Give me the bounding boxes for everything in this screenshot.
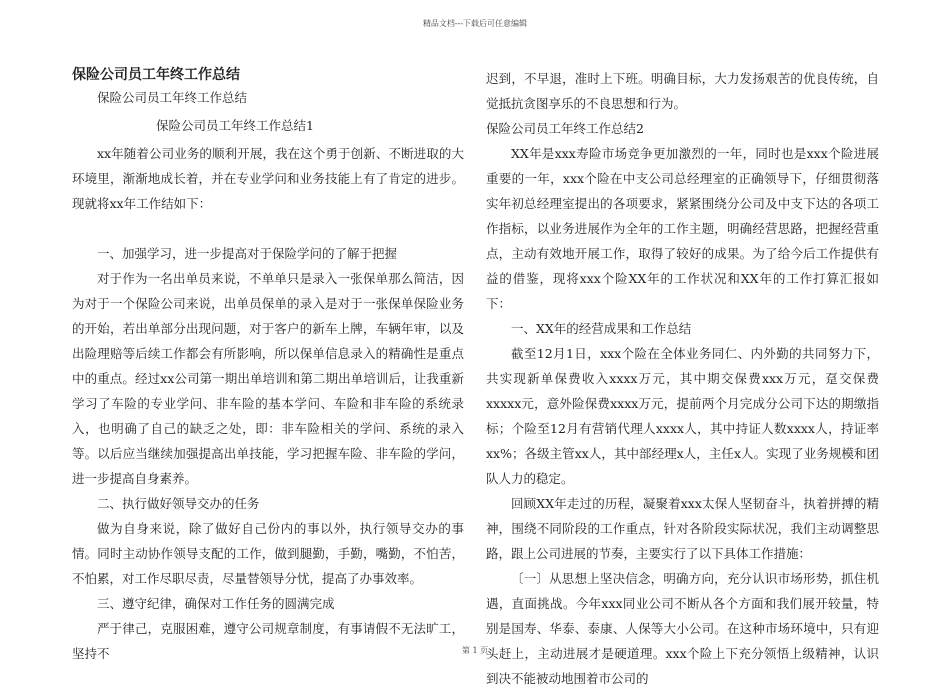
paragraph-results: 截至12月1日，xxx个险在全体业务同仁、内外勤的共同努力下，共实现新单保费收入xxxx万元，其中期交保费xxx万元，趸交保费xxxxx元，意外险保费xxxx万元，提前两个月完成分公司下达的期缴指标；个险至12月有营销代理人xxxx人，其中持证人数xxxx人，持证率xx%；各级主管xx人，其中部经理x人，主任x人。实现了业务规模和团队人力的稳定。 <box>486 346 879 486</box>
intro-paragraph-2: XX年是xxx寿险市场竞争更加激烈的一年，同时也是xxx个险进展重要的一年，xxx个险在中支公司总经理室的正确领导下，仔细贯彻落实年初总经理室提出的各项要求，紧紧围绕分公司及中支下达的各项工作指标，以业务进展作为全年的工作主题，明确经营思路，把握经营重点，主动有效地开展工作，取得了较好的成果。为了给今后工作提供有益的借鉴，现将xxx个险XX年的工作状况和XX年的工作打算汇报如下： <box>486 146 879 311</box>
heading-discipline: 三、遵守纪律，确保对工作任务的圆满完成 <box>97 596 335 611</box>
page-footer: 第 1 页 <box>461 646 489 655</box>
document-title: 保险公司员工年终工作总结 <box>72 67 240 83</box>
section-heading-1: 保险公司员工年终工作总结1 <box>156 118 314 133</box>
paragraph-tasks: 做为自身来说，除了做好自己份内的事以外，执行领导交办的事情。同时主动协作领导支配的工作，做到腿勤，手勤，嘴勤，不怕苦，不怕累，对工作尽职尽责，尽量替领导分忧，提高了办事效率。 <box>72 521 464 586</box>
right-column <box>486 66 879 691</box>
paragraph-continued: 迟到，不早退，准时上下班。明确目标，大力发扬艰苦的优良传统，自觉抵抗贪图享乐的不良思想和行为。 <box>486 71 879 111</box>
heading-study: 一、加强学习，进一步提高对于保险学问的了解于把握 <box>97 246 398 261</box>
section-heading-2: 保险公司员工年终工作总结2 <box>486 121 644 136</box>
heading-tasks: 二、执行做好领导交办的任务 <box>97 496 260 511</box>
paragraph-study: 对于作为一名出单员来说，不单单只是录入一张保单那么简洁，因为对于一个保险公司来说，出单员保单的录入是对于一张保单保险业务的开始，若出单部分出现问题，对于客户的新车上牌，车辆年审，以及出险理赔等后续工作都会有所影响，所以保单信息录入的精确性是重点中的重点。经过xx公司第一期出单培训和第二期出单培训后，让我重新学习了车险的专业学问、非车险的基本学问、车险和非车险的系统录入，也明确了自己的缺乏之处，即：非车险相关的学问、系统的录入等。以后应当继续加强提高出单技能，学习把握车险、非车险的学问，进一步提高自身素养。 <box>72 271 464 486</box>
paragraph-review: 回顾XX年走过的历程，凝聚着xxx太保人坚韧奋斗，执着拼搏的精神，围绕不同阶段的工作重点，针对各阶段实际状况，我们主动调整思路，跟上公司进展的节奏，主要实行了以下具体工作措施： <box>486 496 879 561</box>
heading-results: 一、XX年的经营成果和工作总结 <box>511 321 692 336</box>
document-subtitle: 保险公司员工年终工作总结 <box>97 90 248 105</box>
paragraph-discipline: 严于律己，克服困难，遵守公司规章制度，有事请假不无法旷工，坚持不 <box>72 621 464 661</box>
spacer <box>72 216 464 241</box>
paragraph-measures: 〔一〕从思想上坚决信念，明确方向，充分认识市场形势，抓住机遇，直面挑战。今年xxx同业公司不断从各个方面和我们展开较量，特别是国寿、华泰、泰康、人保等大小公司。在这种市场环境中，只有迎头赶上，主动进展才是硬道理。xxx个险上下充分领悟上级精神，认识到决不能被动地围着市公司的 <box>486 571 879 686</box>
left-column <box>72 66 464 666</box>
intro-paragraph: xx年随着公司业务的顺利开展，我在这个勇于创新、不断进取的大环境里，渐渐地成长着，并在专业学问和业务技能上有了肯定的进步。现就将xx年工作结如下： <box>72 146 464 211</box>
page-header: 精品文档---下载后可任意编辑 <box>422 19 528 28</box>
